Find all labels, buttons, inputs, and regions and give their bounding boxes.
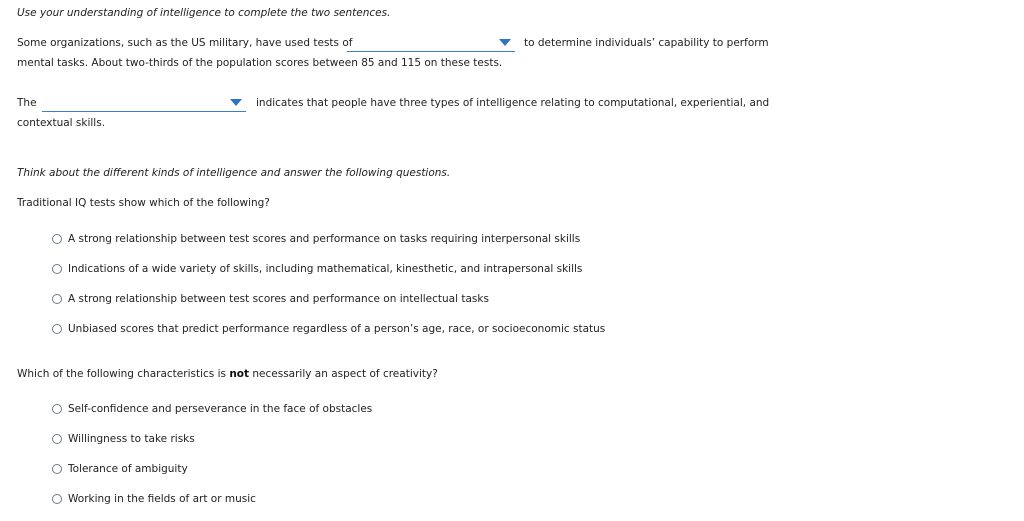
q1-option-2[interactable] <box>52 263 582 275</box>
q1-option-2-label: Indications of a wide variety of skills, including mathematical, kinesthetic, and intrapersonal skills <box>68 263 583 275</box>
instructions-questions: Think about the different kinds of intelligence and answer the following questions. <box>17 167 451 179</box>
q2-option-4[interactable] <box>52 493 256 505</box>
sentence1-part3: mental tasks. About two-thirds of the population scores between 85 and 115 on these tests. <box>17 57 503 69</box>
chevron-down-icon <box>499 39 511 46</box>
radio-button[interactable] <box>52 324 62 334</box>
q1-option-3-label: A strong relationship between test scores and performance on intellectual tasks <box>68 293 489 305</box>
sentence1-part1: Some organizations, such as the US military, have used tests of <box>17 37 353 49</box>
q1-option-3[interactable] <box>52 293 489 305</box>
q1-option-4-label: Unbiased scores that predict performance regardless of a person’s age, race, or socioeconomic status <box>68 323 606 335</box>
radio-button[interactable] <box>52 404 62 414</box>
radio-button[interactable] <box>52 464 62 474</box>
question2-text <box>17 368 438 380</box>
sentence2-part1: The <box>17 97 37 109</box>
question2-text-after: necessarily an aspect of creativity? <box>252 368 438 380</box>
question2-text-bold: not <box>229 368 250 380</box>
question2-text-before: Which of the following characteristics is <box>17 368 226 380</box>
q2-option-1-label: Self-confidence and perseverance in the face of obstacles <box>68 403 373 415</box>
instructions-sentences: Use your understanding of intelligence to complete the two sentences. <box>17 7 391 19</box>
q2-option-3[interactable] <box>52 463 188 475</box>
sentence2-part2: indicates that people have three types of intelligence relating to computational, experiential, and <box>256 97 770 109</box>
sentence1-part2: to determine individuals’ capability to perform <box>524 37 769 49</box>
q1-option-1[interactable] <box>52 233 580 245</box>
sentence2-part3: contextual skills. <box>17 117 106 129</box>
question1-text: Traditional IQ tests show which of the following? <box>17 197 270 209</box>
radio-button[interactable] <box>52 434 62 444</box>
radio-button[interactable] <box>52 264 62 274</box>
q1-option-4[interactable] <box>52 323 605 335</box>
dropdown-theory[interactable] <box>42 95 246 112</box>
q2-option-3-label: Tolerance of ambiguity <box>68 463 188 475</box>
q1-option-1-label: A strong relationship between test scores and performance on tasks requiring interpersonal skills <box>68 233 581 245</box>
radio-button[interactable] <box>52 494 62 504</box>
chevron-down-icon <box>230 99 242 106</box>
radio-button[interactable] <box>52 234 62 244</box>
q2-option-2-label: Willingness to take risks <box>68 433 195 445</box>
q2-option-2[interactable] <box>52 433 195 445</box>
dropdown-test-type[interactable] <box>347 35 515 52</box>
q2-option-4-label: Working in the fields of art or music <box>68 493 256 505</box>
radio-button[interactable] <box>52 294 62 304</box>
q2-option-1[interactable] <box>52 403 372 415</box>
